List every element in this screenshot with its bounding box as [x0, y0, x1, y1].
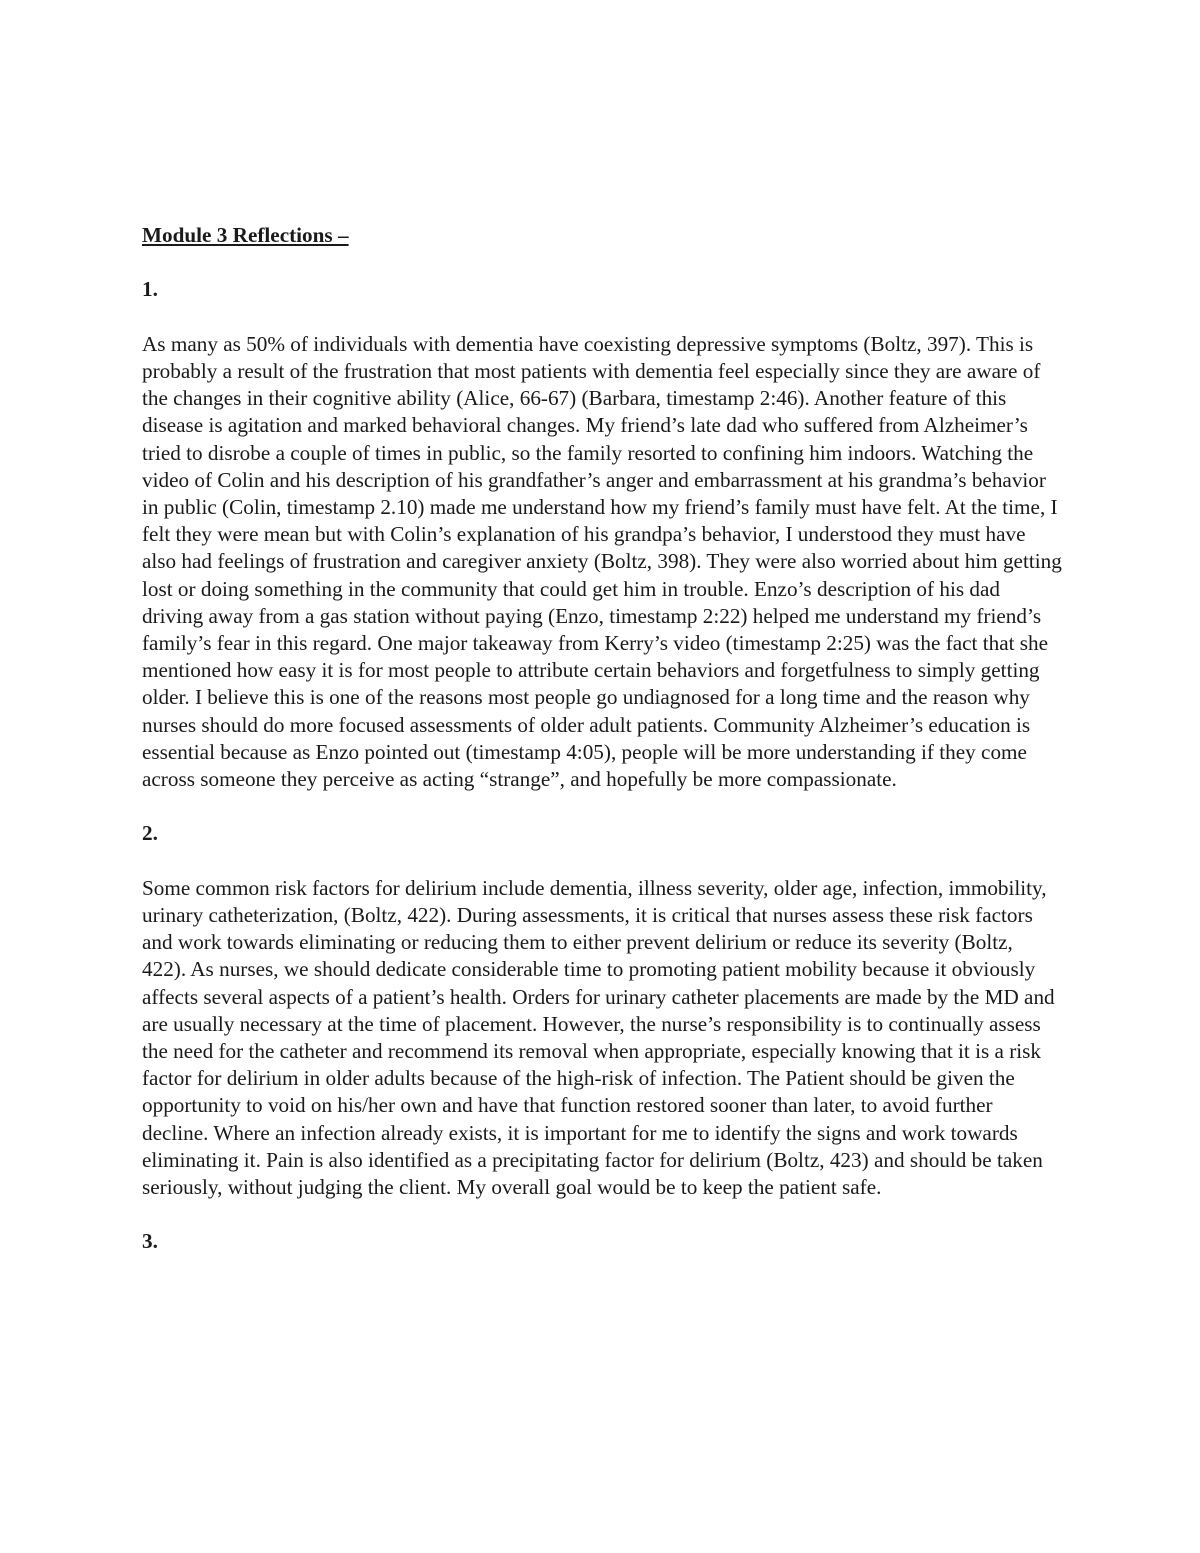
spacer: [142, 848, 1062, 875]
document-body: [142, 222, 1062, 1256]
section-2-number: 2.: [142, 821, 158, 846]
section-1-paragraph: As many as 50% of individuals with dementia have coexisting depressive symptoms (Boltz, 397). This is probably a result of the frustration that most patients with dementia feel especially since they are aware of the changes in their cognitive ability (Alice, 66-67) (Barbara, timestamp 2:46). Another feature of this disease is agitation and marked behavioral changes. My friend’s late dad who suffered from Alzheimer’s tried to disrobe a couple of times in public, so the family resorted to confining him indoors. Watching the video of Colin and his description of his grandfather’s anger and embarrassment at his grandma’s behavior in public (Colin, timestamp 2.10) made me understand how my friend’s family must have felt. At the time, I felt they were mean but with Colin’s explanation of his grandpa’s behavior, I understood they must have also had feelings of frustration and caregiver anxiety (Boltz, 398). They were also worried about him getting lost or doing something in the community that could get him in trouble. Enzo’s description of his dad driving away from a gas station without paying (Enzo, timestamp 2:22) helped me understand my friend’s family’s fear in this regard. One major takeaway from Kerry’s video (timestamp 2:25) was the fact that she mentioned how easy it is for most people to attribute certain behaviors and forgetfulness to simply getting older. I believe this is one of the reasons most people go undiagnosed for a long time and the reason why nurses should do more focused assessments of older adult patients. Community Alzheimer’s education is essential because as Enzo pointed out (timestamp 4:05), people will be more understanding if they come across someone they perceive as acting “strange”, and hopefully be more compassionate.: [142, 331, 1062, 792]
section-2-paragraph: Some common risk factors for delirium include dementia, illness severity, older age, infection, immobility, urinary catheterization, (Boltz, 422). During assessments, it is critical that nurses assess these risk factors and work towards eliminating or reducing them to either prevent delirium or reduce its severity (Boltz, 422). As nurses, we should dedicate considerable time to promoting patient mobility because it obviously affects several aspects of a patient’s health. Orders for urinary catheter placements are made by the MD and are usually necessary at the time of placement. However, the nurse’s responsibility is to continually assess the need for the catheter and recommend its removal when appropriate, especially knowing that it is a risk factor for delirium in older adults because of the high-risk of infection. The Patient should be given the opportunity to void on his/her own and have that function restored sooner than later, to avoid further decline. Where an infection already exists, it is important for me to identify the signs and work towards eliminating it. Pain is also identified as a precipitating factor for delirium (Boltz, 423) and should be taken seriously, without judging the client. My overall goal would be to keep the patient safe.: [142, 875, 1055, 1200]
document-title: Module 3 Reflections –: [142, 223, 349, 247]
section-1-number: 1.: [142, 277, 158, 302]
spacer: [142, 249, 1062, 276]
spacer: [142, 793, 1062, 820]
spacer: [142, 1201, 1062, 1228]
spacer: [142, 304, 1062, 331]
section-3-number: 3.: [142, 1229, 158, 1254]
